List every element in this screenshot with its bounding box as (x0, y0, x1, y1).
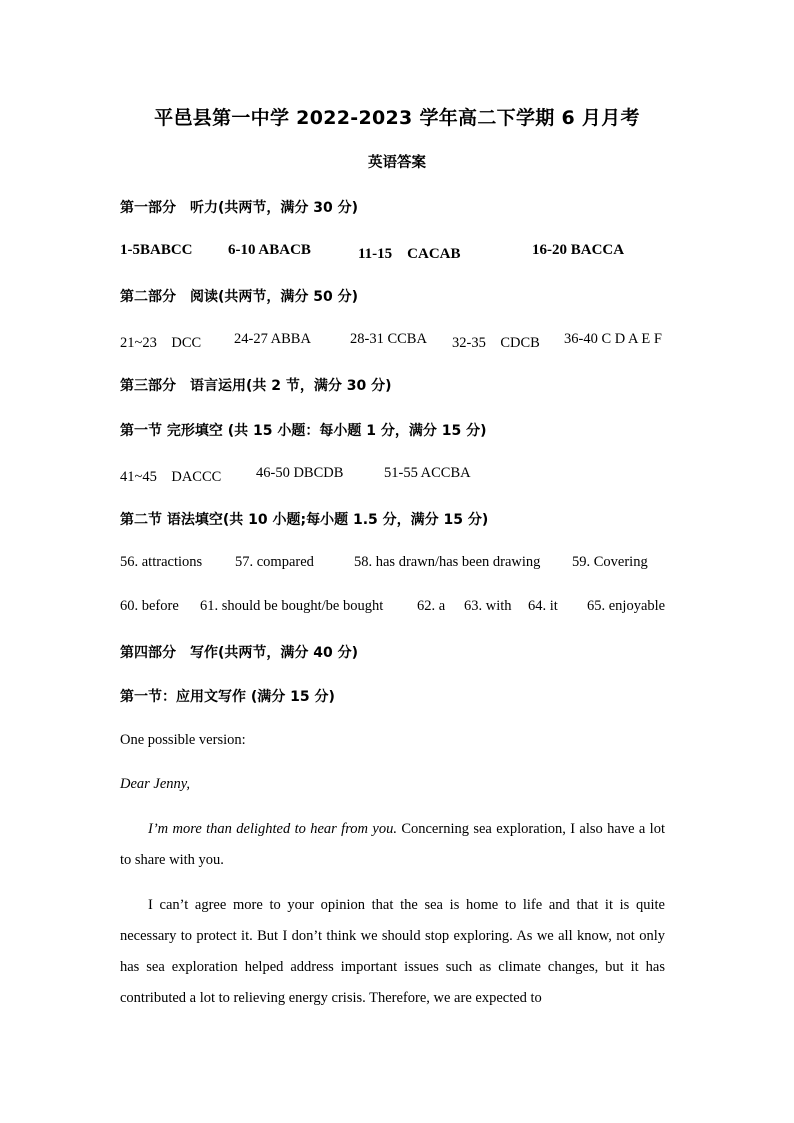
answer-item: 60. before (120, 598, 179, 614)
answer-group: 32-35 CDCB (452, 335, 540, 351)
part2-heading: 第二部分 阅读(共两节，满分 50 分) (120, 289, 359, 305)
part1-answers (120, 242, 680, 262)
letter-paragraph-1-rest: Concerning sea exploration, I also have a lot to share with you. (120, 821, 665, 868)
answer-group: 1-5BABCC (120, 242, 193, 258)
page-subtitle: 英语答案 (368, 155, 426, 171)
letter-salutation: Dear Jenny, (120, 776, 191, 792)
part3-section1-heading: 第一节 完形填空 (共 15 小题：每小题 1 分，满分 15 分) (120, 423, 487, 439)
answer-item: 62. a (417, 598, 446, 614)
answer-item: 64. it (528, 598, 558, 614)
answer-item: 58. has drawn/has been drawing (354, 554, 541, 570)
answer-group: 36-40 C D A E F (564, 331, 662, 347)
answer-group: 6-10 ABACB (228, 242, 311, 258)
answer-group: 24-27 ABBA (234, 331, 311, 347)
answer-group: 16-20 BACCA (532, 242, 625, 258)
part2-answers (120, 331, 680, 351)
answer-item: 61. should be bought/be bought (200, 598, 384, 614)
part3-section2-answers-row2 (120, 598, 680, 618)
letter-paragraph-2: I can’t agree more to your opinion that the sea is home to life and that it is quite necessary to protect it. But I don’t think we should stop exploring. As we all know, not only has sea exploration helped address important issues such as climate changes, but it has contributed a lot to relieving energy crisis. Therefore, we are expected to (120, 897, 665, 1006)
version-label: One possible version: (120, 732, 246, 748)
part4-section1-heading: 第一节：应用文写作 (满分 15 分) (120, 689, 335, 705)
answer-item: 65. enjoyable (587, 598, 666, 614)
part3-section2-answers-row1 (120, 554, 680, 574)
answer-group: 41~45 DACCC (120, 469, 222, 485)
answer-group: 11-15 CACAB (358, 246, 461, 262)
part3-section2-heading: 第二节 语法填空(共 10 小题;每小题 1.5 分，满分 15 分) (120, 512, 489, 528)
letter-paragraph-1-italic: I’m more than delighted to hear from you. (148, 821, 397, 837)
answer-item: 57. compared (235, 554, 314, 570)
answer-group: 46-50 DBCDB (256, 465, 344, 481)
answer-group: 51-55 ACCBA (384, 465, 471, 481)
answer-item: 56. attractions (120, 554, 203, 570)
page-title: 平邑县第一中学 2022-2023 学年高二下学期 6 月月考 (154, 107, 640, 129)
answer-item: 59. Covering (572, 554, 648, 570)
letter-paragraph-1 (120, 814, 665, 876)
answer-group: 28-31 CCBA (350, 331, 427, 347)
part1-heading: 第一部分 听力(共两节，满分 30 分) (120, 200, 359, 216)
answer-group: 21~23 DCC (120, 335, 202, 351)
part3-section1-answers (120, 465, 680, 485)
answer-item: 63. with (464, 598, 512, 614)
part4-heading: 第四部分 写作(共两节，满分 40 分) (120, 645, 359, 661)
part3-heading: 第三部分 语言运用(共 2 节，满分 30 分) (120, 378, 392, 394)
